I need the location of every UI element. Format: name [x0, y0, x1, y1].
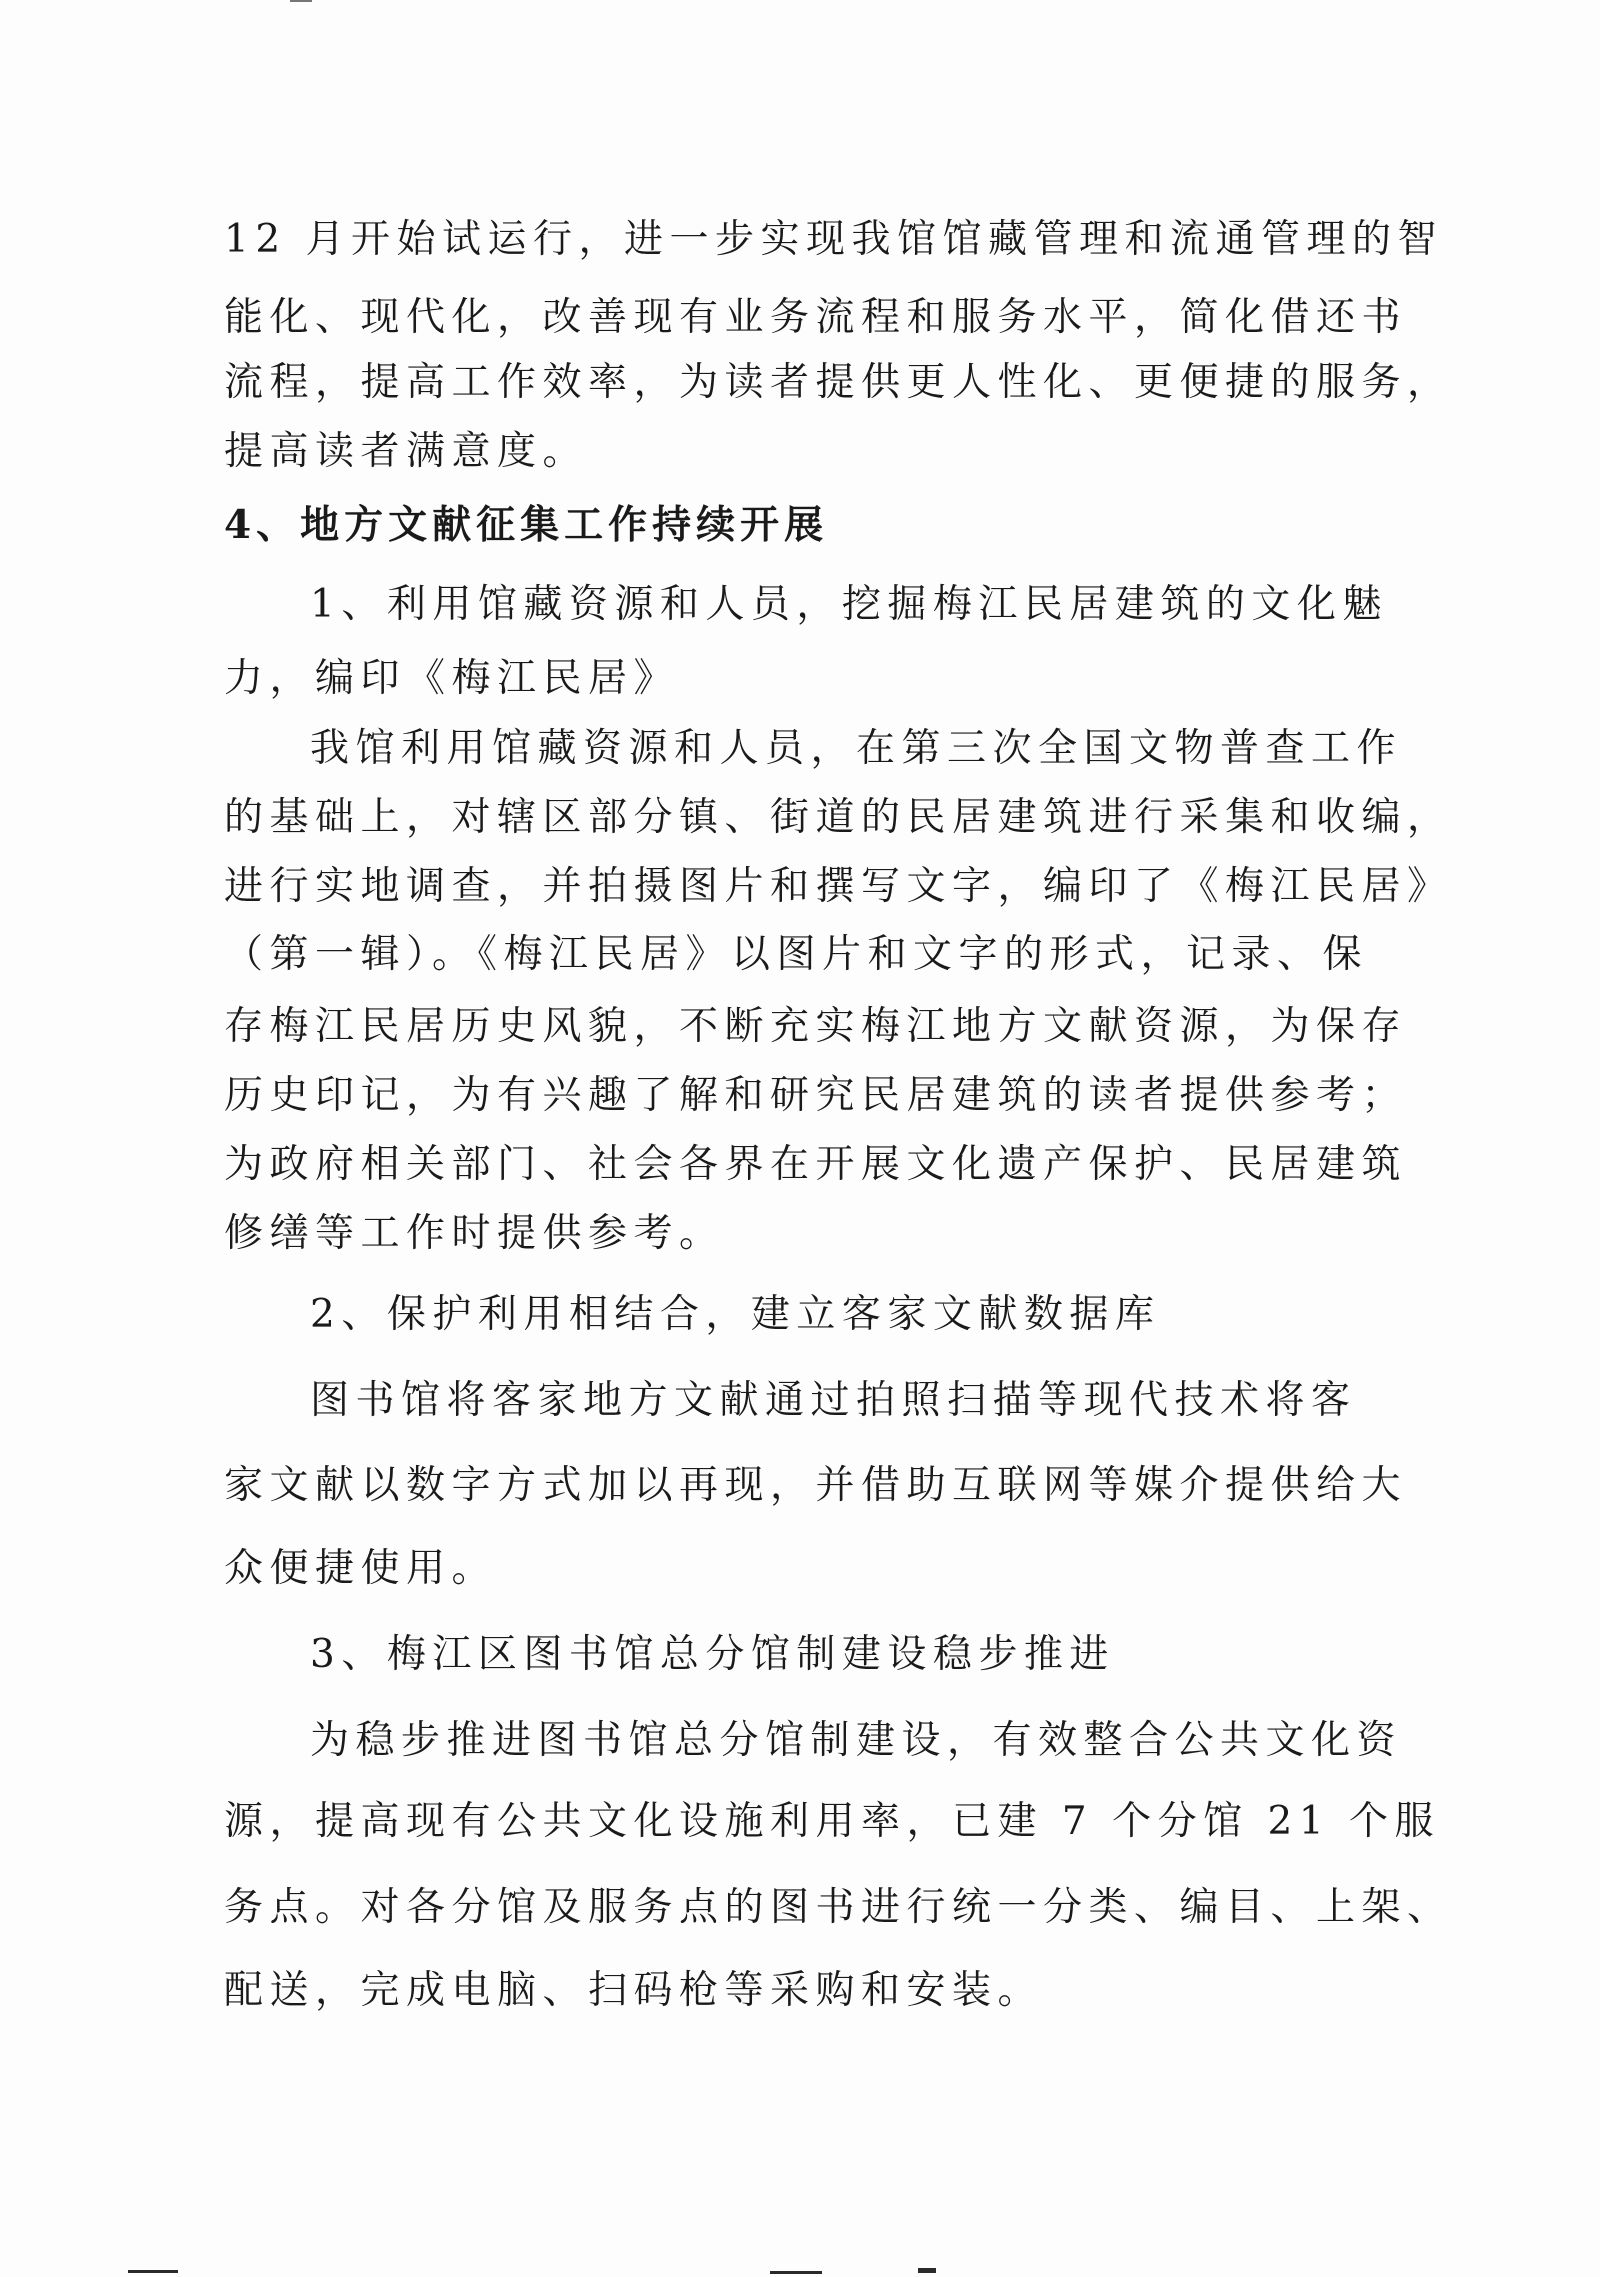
text-line: 进行实地调查，并拍摄图片和撰写文字，编印了《梅江民居》 [224, 864, 1453, 909]
text-line: 图书馆将客家地方文献通过拍照扫描等现代技术将客 [310, 1378, 1357, 1423]
text-line: 配送，完成电脑、扫码枪等采购和安装。 [224, 1968, 1044, 2013]
text-line: 存梅江民居历史风貌，不断充实梅江地方文献资源，为保存 [224, 1004, 1408, 1049]
text-line: 我馆利用馆藏资源和人员，在第三次全国文物普查工作 [310, 726, 1403, 771]
section-heading: 4、地方文献征集工作持续开展 [224, 502, 829, 548]
text-line: 提高读者满意度。 [224, 429, 589, 474]
text-line: 家文献以数字方式加以再现，并借助互联网等媒介提供给大 [224, 1463, 1408, 1508]
subsection-heading: 2、保护利用相结合，建立客家文献数据库 [310, 1292, 1161, 1337]
text-line: 修缮等工作时提供参考。 [224, 1211, 725, 1256]
text-line: 的基础上，对辖区部分镇、街道的民居建筑进行采集和收编， [224, 795, 1453, 840]
text-line: 众便捷使用。 [224, 1546, 498, 1591]
scan-artifact [918, 2268, 936, 2273]
text-line: 能化、现代化，改善现有业务流程和服务水平，简化借还书 [224, 295, 1408, 340]
text-line: 12 月开始试运行，进一步实现我馆馆藏管理和流通管理的智 [224, 217, 1444, 262]
scan-artifact [290, 0, 312, 2]
text-line: 源，提高现有公共文化设施利用率，已建 7 个分馆 21 个服 [224, 1799, 1441, 1844]
text-line: 流程，提高工作效率，为读者提供更人性化、更便捷的服务， [224, 360, 1453, 405]
scan-artifact [770, 2271, 822, 2274]
text-line: 为政府相关部门、社会各界在开展文化遗产保护、民居建筑 [224, 1142, 1408, 1187]
text-line: （第一辑）。《梅江民居》以图片和文字的形式，记录、保 [224, 932, 1369, 977]
text-line: 历史印记，为有兴趣了解和研究民居建筑的读者提供参考； [224, 1073, 1408, 1118]
subsection-heading: 1、利用馆藏资源和人员，挖掘梅江民居建筑的文化魅 [310, 582, 1388, 627]
text-line: 务点。对各分馆及服务点的图书进行统一分类、编目、上架、 [224, 1885, 1453, 1930]
text-line: 为稳步推进图书馆总分馆制建设，有效整合公共文化资 [310, 1718, 1403, 1763]
scan-artifact [128, 2270, 178, 2273]
subsection-heading: 力，编印《梅江民居》 [224, 656, 680, 701]
subsection-heading: 3、梅江区图书馆总分馆制建设稳步推进 [310, 1632, 1115, 1677]
